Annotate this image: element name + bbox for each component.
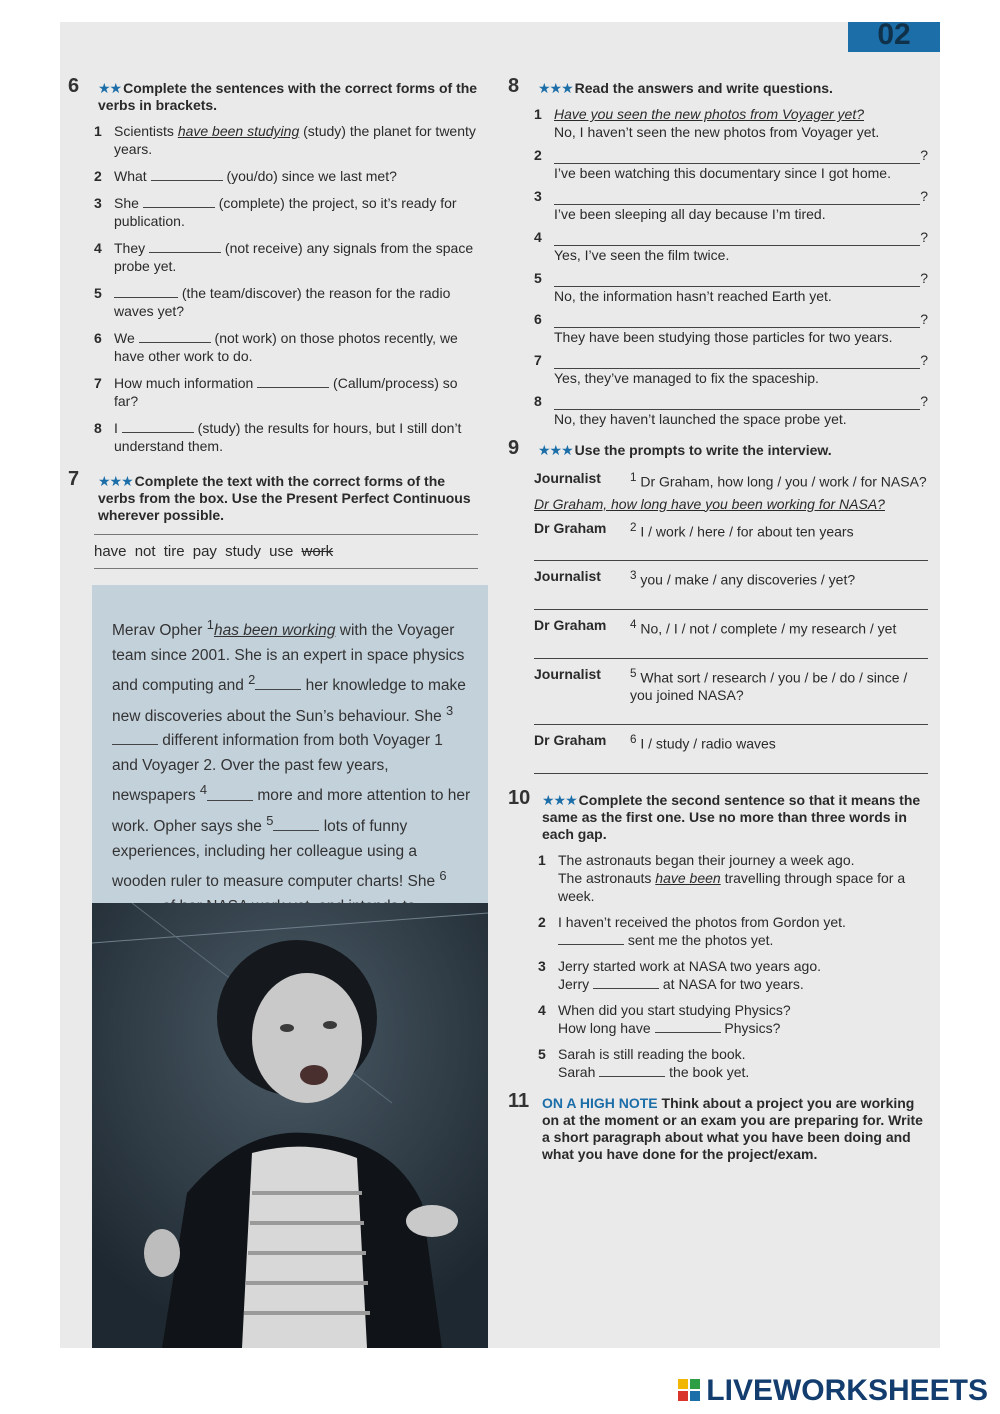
reading-text-box [92,585,488,1348]
answer-gap[interactable] [255,677,301,690]
scientist-illustration [92,903,488,1348]
answer-gap[interactable] [151,168,223,181]
interview-row: Dr Graham $^6$ I / study / radio waves [534,732,776,752]
example-question: Have you seen the new photos from Voyager yet? [554,106,864,122]
difficulty-stars: ★★★ [538,80,573,96]
answer-gap[interactable] [139,330,211,343]
exercise-title: Complete the sentences with the correct forms of the verbs in brackets. [98,80,478,113]
exercise-8-list [534,105,928,428]
exercise-text: Think about a project you are working on at the moment or an exam you are preparing for. Write a short paragraph about what you have been doing and what you have done for the project/exam. [542,1094,923,1162]
example-answer: has been working [213,622,336,640]
interview [534,469,928,774]
question-line[interactable] [554,272,920,287]
exercise-10-heading [508,786,928,843]
answer-line[interactable] [534,708,928,725]
answer-line[interactable] [534,757,928,774]
answer-gap[interactable] [207,788,253,801]
speaker: Dr Graham [534,732,607,749]
exercise-8-heading [508,75,928,97]
answer-line[interactable] [534,642,928,659]
list-item: 7 How much information (Callum/process) so far? [94,375,458,409]
interview-row: Dr Graham $^2$ I / work / here / for about ten years [534,519,854,540]
speaker: Dr Graham [534,616,607,633]
exercise-6-list [94,122,478,455]
answer-gap[interactable] [593,976,659,989]
difficulty-stars: ★★★ [98,473,133,489]
list-item: 1 The astronauts began their journey a week ago. The astronauts have been travelling through space for a week. [538,851,906,904]
answer-gap[interactable] [273,818,319,831]
list-item: 6 We (not work) on those photos recently, we have other work to do. [94,330,458,364]
exercise-9-heading [508,437,928,459]
used-word: work [301,543,334,560]
word: have [94,543,127,560]
list-item: 4 They (not receive) any signals from the space probe yet. [94,240,474,274]
prompt: Dr Graham, how long / you / work / for NASA? [640,473,927,490]
list-item: 3 Jerry started work at NASA two years ago. Jerry at NASA for two years. [538,957,821,992]
answer-gap[interactable] [122,420,194,433]
exercise-title: Complete the text with the correct forms of the verbs from the box. Use the Present Perfect Continuous wherever possible. [98,473,471,523]
exercise-10-list [538,851,928,1081]
answer-gap[interactable] [112,732,158,745]
exercise-number: 11 [508,1089,530,1112]
list-item: 7 ? Yes, they’ve managed to fix the spaceship. [534,352,928,386]
exercise-title: Read the answers and write questions. [574,80,833,96]
liveworksheets-logo [678,1374,988,1408]
speaker: Journalist [534,470,601,486]
answer-line[interactable] [534,544,928,561]
answer-line[interactable] [534,593,928,610]
exercise-title: Use the prompts to write the interview. [574,442,832,458]
list-item: 2 I haven’t received the photos from Gordon yet. sent me the photos yet. [538,913,846,948]
answer-gap[interactable] [149,240,221,253]
list-item: 3 ? I’ve been sleeping all day because I’m tired. [534,188,928,222]
on-a-high-note-label: ON A HIGH NOTE [542,1094,658,1111]
exercise-11-heading [508,1089,928,1163]
prompt: I / study / radio waves [640,735,776,752]
exercise-6-heading [68,75,478,114]
list-item: 2 ? I’ve been watching this documentary since I got home. [534,147,928,181]
list-item: 6 ? They have been studying those particles for two years. [534,311,928,345]
exercise-title: Complete the second sentence so that it means the same as the first one. Use no more than three words in each gap. [542,791,921,842]
prompt: I / work / here / for about ten years [640,523,854,540]
unit-tab: 02 [848,22,940,52]
list-item: 5 Sarah is still reading the book. Sarah the book yet. [538,1045,750,1080]
list-item: 4 ? Yes, I’ve seen the film twice. [534,229,928,263]
liveworksheets-icon [678,1379,702,1403]
left-column [68,75,478,569]
difficulty-stars: ★★★ [542,791,577,808]
question-line[interactable] [554,149,920,164]
list-item: 2 What (you/do) since we last met? [94,168,397,184]
interview-row: Journalist $^3$ you / make / any discoveries / yet? [534,568,856,588]
interview-row: Journalist $^5$ What sort / research / you / be / do / since / you joined NASA? [534,665,908,704]
answer-gap[interactable] [655,1020,721,1033]
prompt: No, / I / not / complete / my research / yet [640,620,897,637]
answer-gap[interactable] [114,285,178,298]
word: not tire [134,543,185,560]
example-answer: have been studying [177,123,300,139]
list-item: 8 I (study) the results for hours, but I still don’t understand them. [94,420,462,454]
word: pay [192,543,217,560]
exercise-number: 9 [508,437,520,459]
list-item: 1 Have you seen the new photos from Voyager yet? No, I haven’t seen the new photos from Voyager yet. [534,105,928,141]
list-item: 3 She (complete) the project, so it’s ready for publication. [94,195,457,229]
question-line[interactable] [554,231,920,246]
answer-gap[interactable] [558,932,624,945]
answer-gap[interactable] [143,195,215,208]
prompt: What sort / research / you / be / do / since / you joined NASA? [630,669,908,704]
speaker: Journalist [534,665,601,682]
example-answer: Dr Graham, how long have you been working for NASA? [534,495,885,512]
scientist-photo [92,903,488,1348]
prompt: you / make / any discoveries / yet? [640,571,856,588]
list-item: 1 Scientists have been studying (study) the planet for twenty years. [94,123,476,157]
answer-gap[interactable] [599,1064,665,1077]
interview-row: Journalist $^1$ Dr Graham, how long / you / work / for NASA? [534,470,927,490]
word: study [225,543,261,560]
difficulty-stars: ★★★ [538,442,573,458]
question-line[interactable] [554,190,920,205]
list-item: 4 When did you start studying Physics? How long have Physics? [538,1001,791,1036]
worksheet-page [60,22,940,1348]
exercise-7-heading [68,468,478,524]
question-line[interactable] [554,354,920,369]
list-item: 5 (the team/discover) the reason for the radio waves yet? [94,285,451,319]
answer-gap[interactable] [257,375,329,388]
exercise-number: 7 [68,468,80,490]
list-item: 5 ? No, the information hasn’t reached Earth yet. [534,270,928,304]
word-box [94,534,478,569]
speaker: Journalist [534,568,601,585]
list-item: 8 ? No, they haven’t launched the space probe yet. [534,393,928,427]
word: use [269,543,294,560]
question-line[interactable] [554,395,920,410]
reading-text: Merav Opher $^1$has been working with the Voyager team since 2001. She is an expert in space physics and computing and $^2$ her knowledge to make new discoveries about the Sun’s behaviour. She $^3$ different information from both Voyager 1 and Voyager 2. Over the past few years, newspapers $^4$ more and more attention to her work. Opher says she $^5$ lots of funny experiences, including her colleague using a wooden ruler to measure computer charts! She $^6$ [112,613,472,944]
difficulty-stars: ★★ [98,80,122,96]
interview-row: Dr Graham $^4$ No, / I / not / complete / my research / yet [534,616,897,637]
exercise-number: 8 [508,75,520,97]
speaker: Dr Graham [534,519,607,536]
example-answer: have been [655,869,721,886]
right-column [508,75,928,1163]
exercise-number: 10 [508,786,531,809]
exercise-number: 6 [68,75,80,97]
question-line[interactable] [554,313,920,328]
brand-name: LIVEWORKSHEETS [706,1374,988,1407]
